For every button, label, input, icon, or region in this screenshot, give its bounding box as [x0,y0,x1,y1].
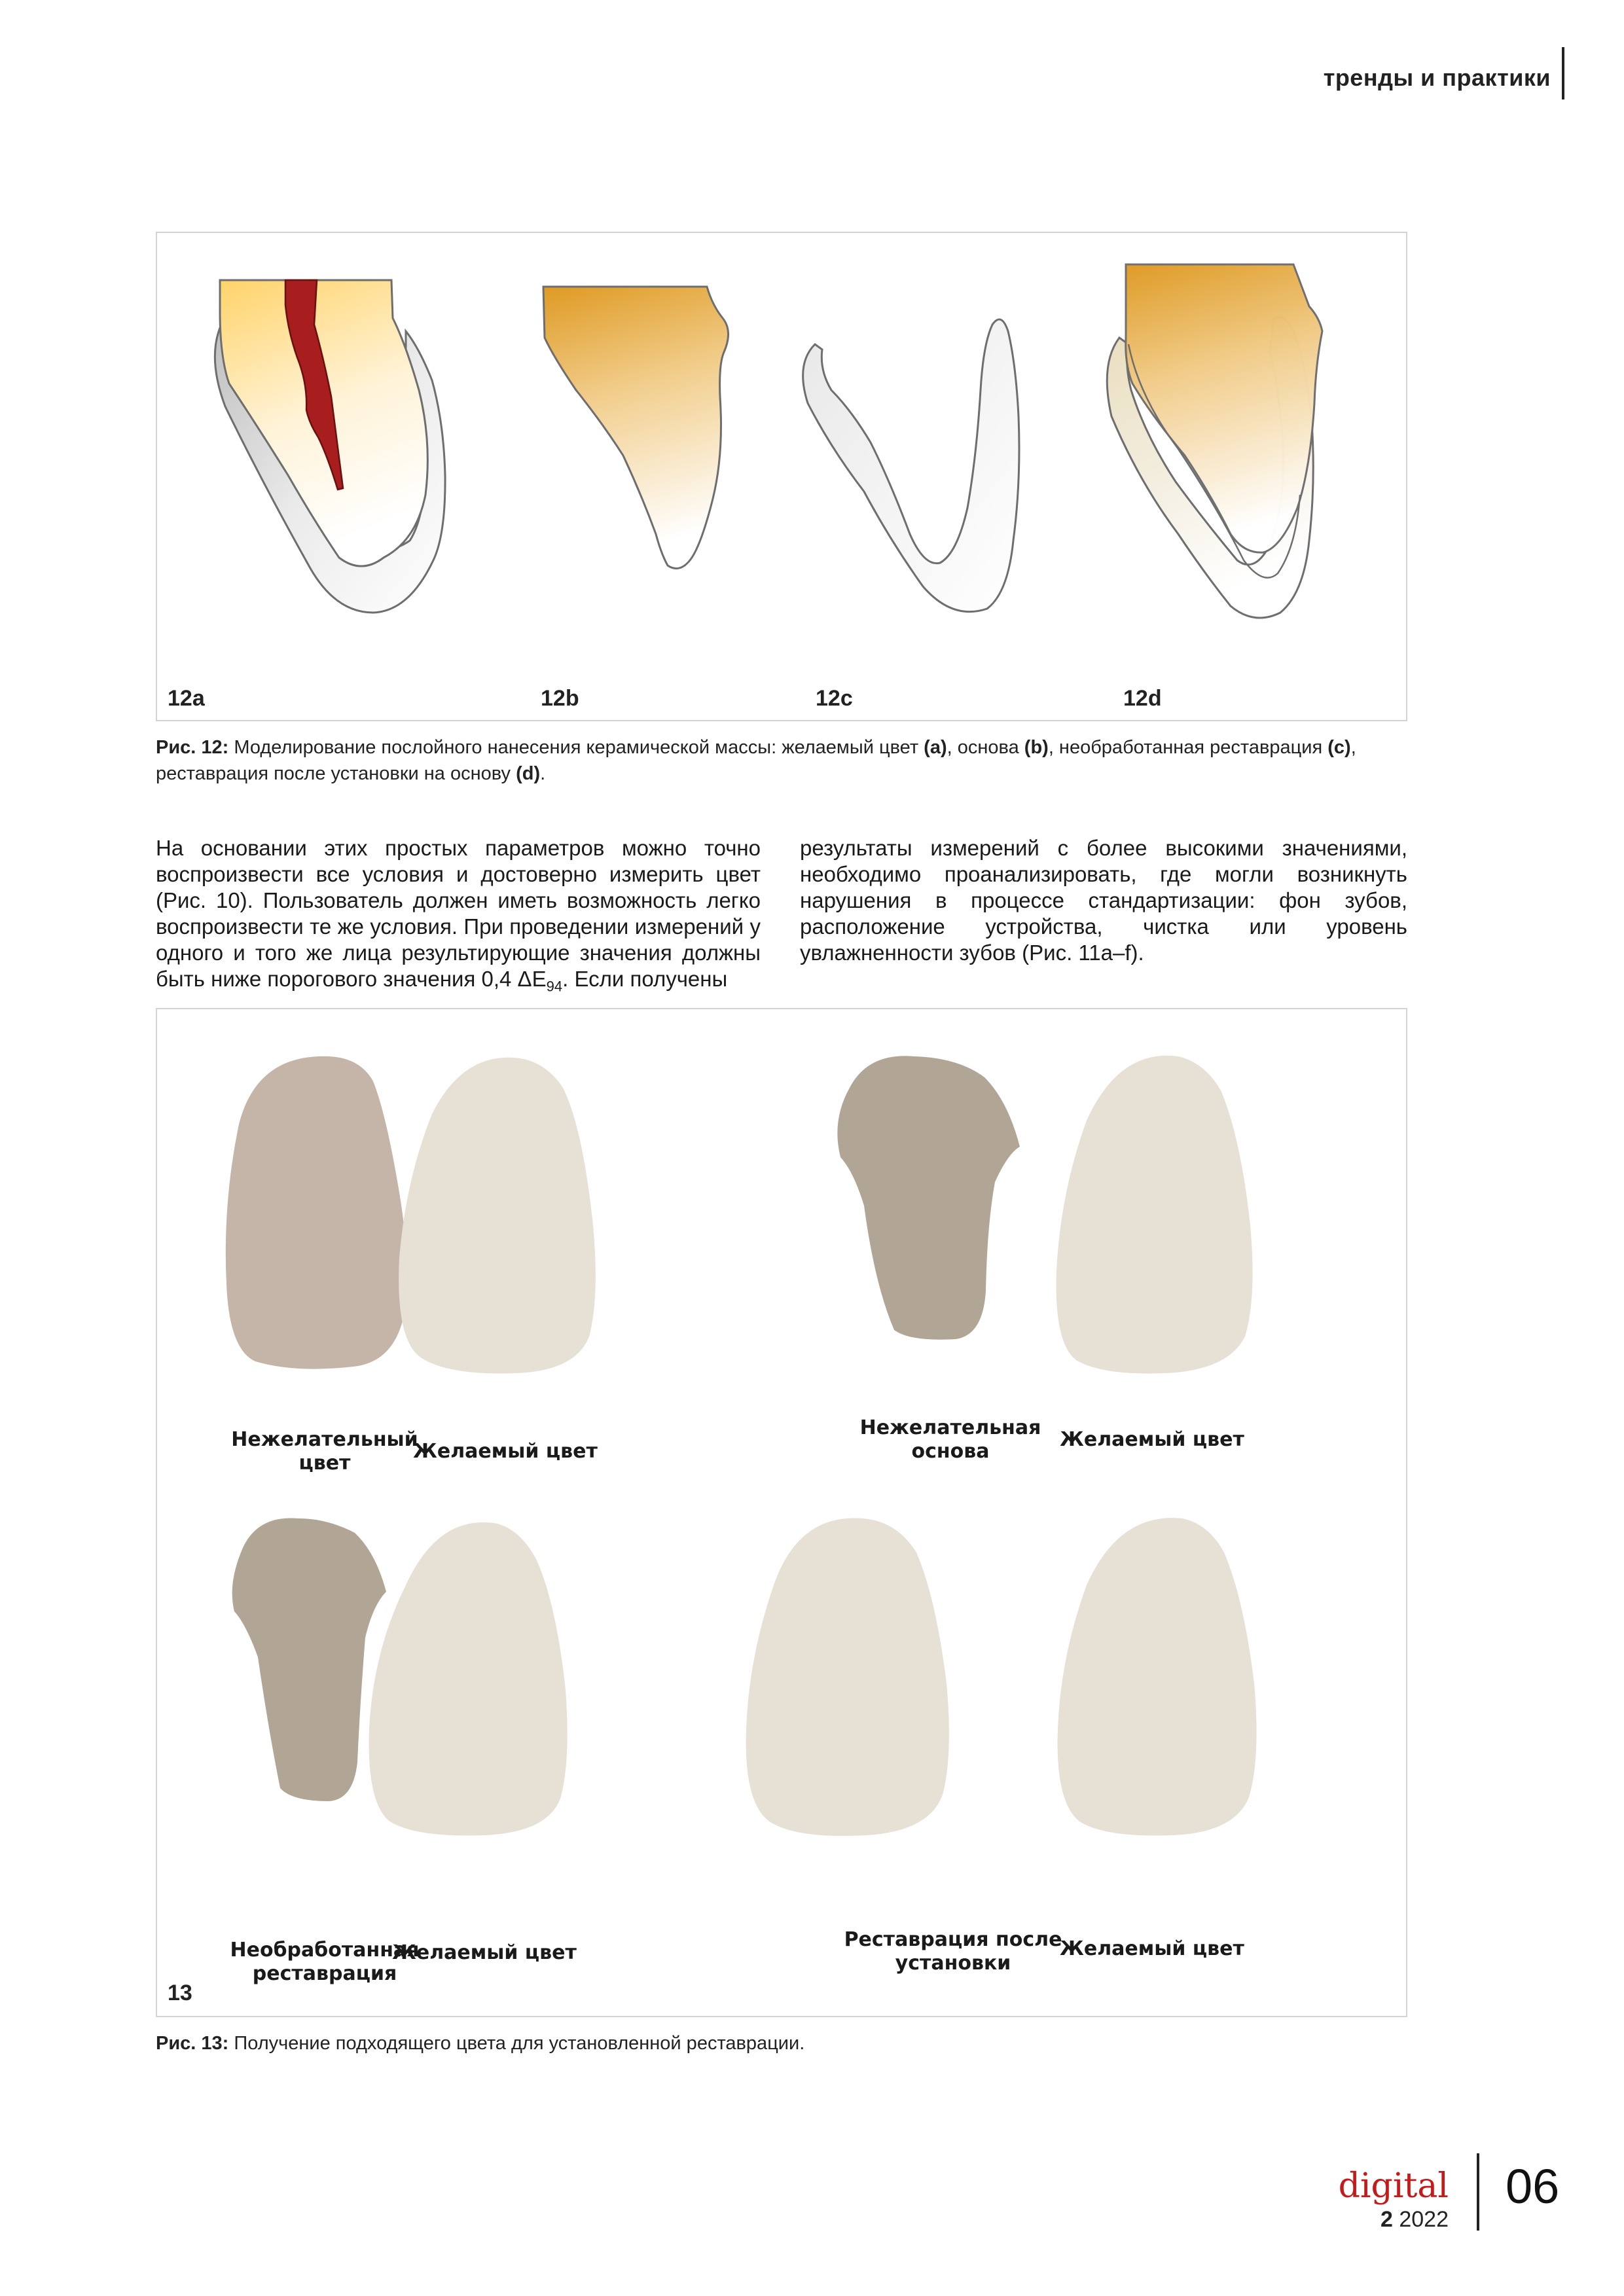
figure-13-caption: Рис. 13: Получение подходящего цвета для установленной реставрации. [156,2033,805,2054]
tooth-desired-color-2 [1056,1056,1253,1374]
tooth-undesired-color [226,1056,406,1369]
label-desired-color-4: Желаемый цвет [1060,1937,1244,1960]
body-column-1: На основании этих простых параметров можно точно воспроизвести все условия и достоверно измерить цвет (Рис. 10). Пользователь должен иметь возможность легко воспроизвести те же условия. При проведении измерений у одного и того же лица результирующие значения должны быть ниже порогового значения 0,4 $\Delta E_{94}$. Если получены [156,836,761,995]
figure-13-illustration [157,1009,1406,2016]
label-restoration-after-placement: Реставрация после установки [844,1928,1062,1975]
label-desired-color-2: Желаемый цвет [1060,1428,1244,1451]
tooth-undesired-base [837,1056,1020,1339]
label-undesired-base: Нежелательная основа [859,1416,1041,1463]
label-desired-color-1: Желаемый цвет [413,1440,598,1463]
section-title: тренды и практики [1323,64,1551,91]
tooth-12c [803,319,1019,612]
page-number: 06 [1506,2159,1560,2214]
body-column-2: результаты измерений с более высокими значениями, необходимо проанализировать, где могли возникнуть нарушения в процессе стандартизации: фон зубов, расположение устройства, чистка или уровень увлажненности зубов (Рис. 11a–f). [800,836,1407,965]
tooth-12b [543,287,729,569]
magazine-issue: 2 2022 [1380,2207,1449,2232]
panel-label-13: 13 [168,1981,192,2005]
tooth-desired-color-4 [1058,1518,1257,1835]
magazine-name: digital [1338,2166,1449,2206]
header-divider [1562,47,1564,99]
panel-label-12b: 12b [541,686,579,711]
label-desired-color-3: Желаемый цвет [392,1941,577,1964]
tooth-desired-color-3 [369,1522,568,1836]
tooth-desired-color-1 [399,1058,596,1374]
tooth-12a [215,280,445,613]
caption-prefix: Рис. 12: [156,737,229,758]
tooth-restoration-after-placement [746,1518,949,1836]
panel-label-12c: 12c [816,686,853,711]
panel-label-12d: 12d [1123,686,1162,711]
figure-13 [156,1008,1407,2017]
footer-divider [1477,2153,1479,2231]
label-undesired-color: Нежелательный цвет [231,1428,418,1475]
figure-12-caption: Рис. 12: Моделирование послойного нанесения керамической массы: желаемый цвет (a), основа (b), необработанная реставрация (c), реставрация после установки на основу (d). [156,737,1356,784]
tooth-untreated-restoration [232,1518,386,1801]
figure-12-illustration [157,233,1406,720]
panel-label-12a: 12a [168,686,205,711]
caption-prefix: Рис. 13: [156,2033,229,2054]
label-untreated-restoration: Необработанная реставрация [230,1939,420,1985]
figure-12 [156,232,1407,721]
tooth-12d [1107,264,1322,618]
